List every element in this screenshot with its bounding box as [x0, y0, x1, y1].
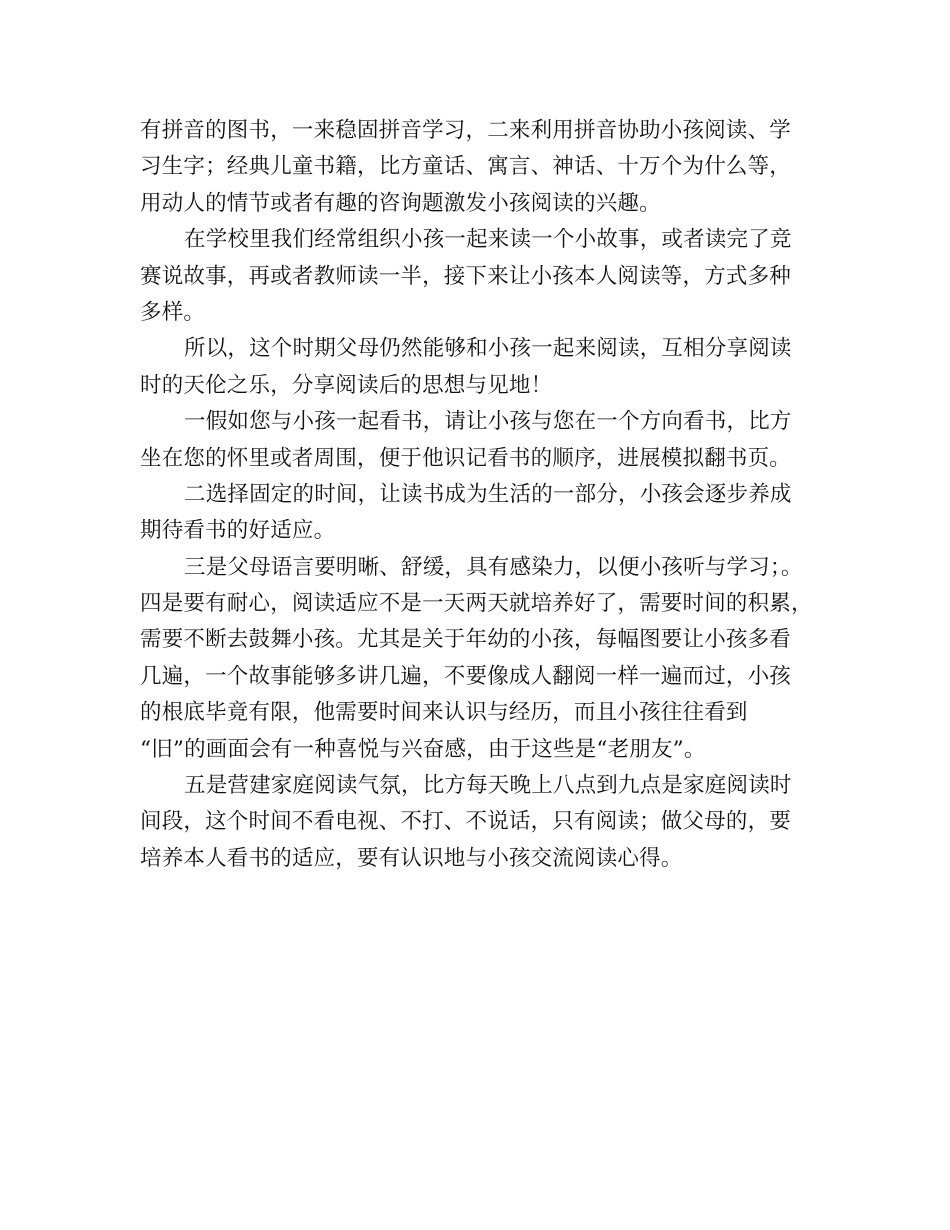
- text-line: 在学校里我们经常组织小孩一起来读一个小故事，或者读完了竞: [184, 227, 792, 253]
- body-text: [140, 113, 820, 877]
- text-line: 习生字；经典儿童书籍，比方童话、寓言、神话、十万个为什么等，: [140, 154, 792, 180]
- text-line: 的根底毕竟有限，他需要时间来认识与经历，而且小孩往往看到: [140, 700, 748, 726]
- text-line: 三是父母语言要明晰、舒缓，具有感染力，以便小孩听与学习；。: [184, 554, 803, 580]
- text-line: 一假如您与小孩一起看书，请让小孩与您在一个方向看书，比方: [184, 409, 792, 435]
- text-line: 四是要有耐心，阅读适应不是一天两天就培养好了，需要时间的积累，: [140, 591, 813, 617]
- text-line: 用动人的情节或者有趣的咨询题激发小孩阅读的兴趣。: [140, 190, 661, 216]
- text-line: 间段，这个时间不看电视、不打、不说话，只有阅读；做父母的，要: [140, 809, 792, 835]
- text-line: 赛说故事，再或者教师读一半，接下来让小孩本人阅读等，方式多种: [140, 263, 792, 289]
- text-line: 培养本人看书的适应，要有认识地与小孩交流阅读心得。: [140, 845, 683, 871]
- text-line: 需要不断去鼓舞小孩。尤其是关于年幼的小孩，每幅图要让小孩多看: [140, 627, 792, 653]
- text-line: 五是营建家庭阅读气氛，比方每天晚上八点到九点是家庭阅读时: [184, 773, 792, 799]
- text-line: 二选择固定的时间，让读书成为生活的一部分，小孩会逐步养成: [184, 481, 792, 507]
- text-line: 有拼音的图书，一来稳固拼音学习，二来利用拼音协助小孩阅读、学: [140, 118, 792, 143]
- text-line: 期待看书的好适应。: [140, 518, 336, 544]
- text-line: 时的天伦之乐，分享阅读后的思想与见地！: [140, 372, 553, 398]
- text-line: 多样。: [140, 299, 206, 325]
- text-line: 坐在您的怀里或者周围，便于他识记看书的顺序，进展模拟翻书页。: [140, 445, 792, 471]
- text-line: “旧”的画面会有一种喜悦与兴奋感，由于这些是“老朋友”。: [140, 736, 706, 762]
- text-line: 所以，这个时期父母仍然能够和小孩一起来阅读，互相分享阅读: [184, 336, 792, 362]
- text-line: 几遍，一个故事能够多讲几遍，不要像成人翻阅一样一遍而过，小孩: [140, 663, 792, 689]
